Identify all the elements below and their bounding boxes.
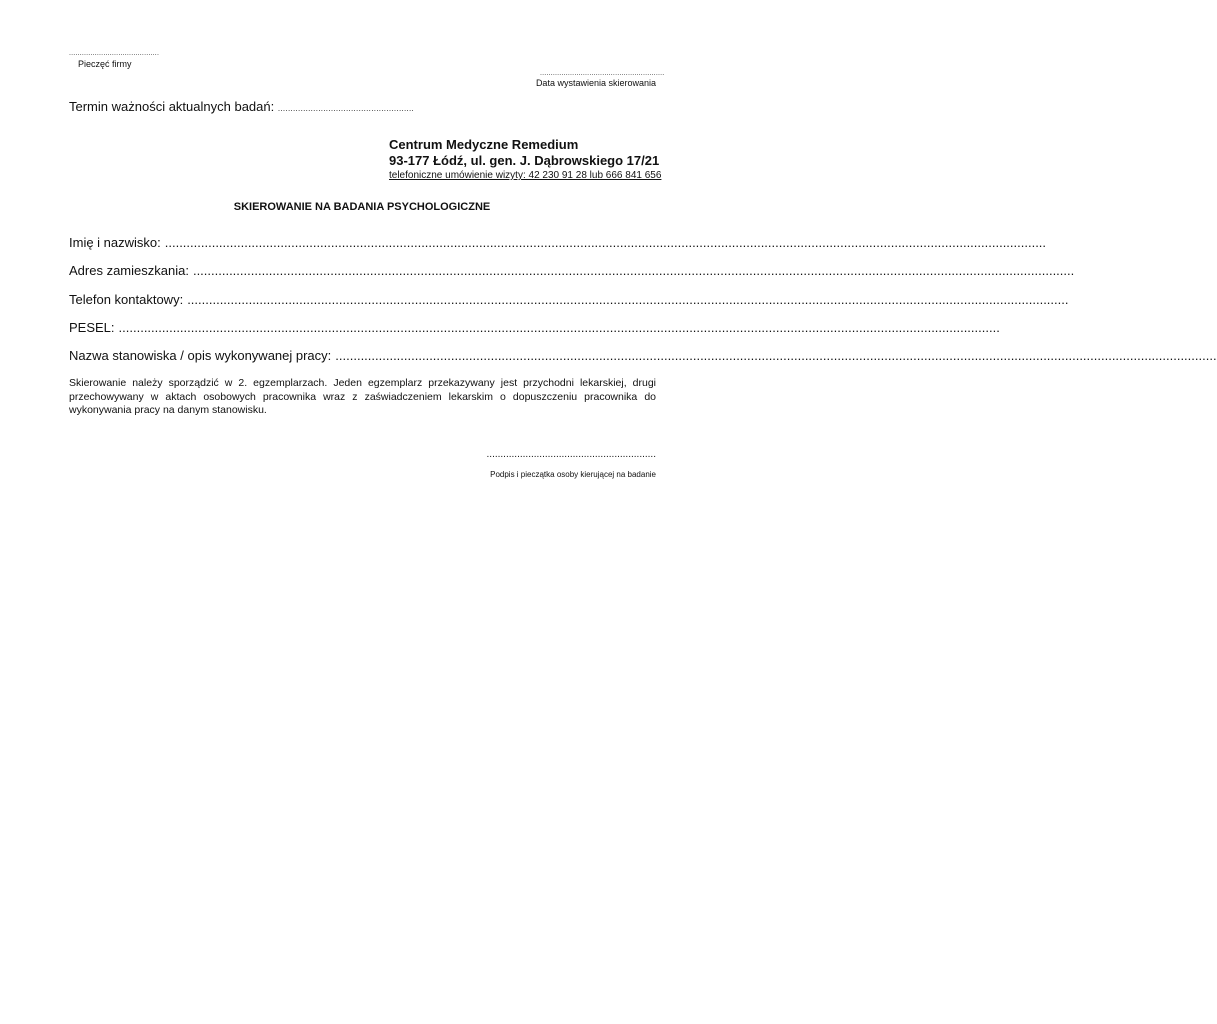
field-full-name-input[interactable]: .................................................................................................................................................................................................................................................... <box>164 235 1047 250</box>
company-stamp-label: Pieczęć firmy <box>78 59 132 69</box>
company-stamp-line: .......................................... <box>69 50 160 57</box>
field-address-label: Adres zamieszkania: <box>69 263 189 278</box>
field-position <box>69 348 1217 363</box>
validity-term-input[interactable]: ...................................................... <box>277 104 415 113</box>
field-full-name <box>69 235 1047 250</box>
clinic-address: 93-177 Łódź, ul. gen. J. Dąbrowskiego 17/21 <box>389 153 660 168</box>
clinic-name: Centrum Medyczne Remedium <box>389 137 579 152</box>
field-position-label: Nazwa stanowiska / opis wykonywanej pracy: <box>69 348 332 363</box>
field-phone-input[interactable]: .................................................................................................................................................................................................................................................... <box>187 292 1069 307</box>
field-pesel <box>69 320 1000 335</box>
field-full-name-label: Imię i nazwisko: <box>69 235 161 250</box>
validity-term <box>69 99 414 114</box>
field-phone <box>69 292 1069 307</box>
signature-label: Podpis i pieczątka osoby kierującej na badanie <box>490 470 656 479</box>
document-title: SKIEROWANIE NA BADANIA PSYCHOLOGICZNE <box>233 201 491 213</box>
validity-term-label: Termin ważności aktualnych badań: <box>69 99 275 114</box>
field-pesel-input[interactable]: .................................................................................................................................................................................................................................................... <box>118 320 1000 335</box>
field-position-input[interactable]: .................................................................................................................................................................................................................................................... <box>335 348 1217 363</box>
clinic-info <box>389 137 661 183</box>
signature-line[interactable]: ............................................................. <box>486 449 656 460</box>
field-address-input[interactable]: .................................................................................................................................................................................................................................................... <box>192 263 1075 278</box>
issue-date-line: .......................................................... <box>540 70 665 77</box>
field-phone-label: Telefon kontaktowy: <box>69 292 184 307</box>
issue-date-label: Data wystawienia skierowania <box>535 78 656 88</box>
instructions-note: Skierowanie należy sporządzić w 2. egzemplarzach. Jeden egzemplarz przekazywany jest przychodni lekarskiej, drugi przechowywany w aktach osobowych pracownika wraz z zaświadczeniem lekarskim o dopuszczeniu pracownika do wykonywania pracy na danym stanowisku. <box>69 377 656 416</box>
field-pesel-label: PESEL: <box>69 320 115 335</box>
clinic-phone-link[interactable]: telefoniczne umówienie wizyty: 42 230 91 28 lub 666 841 656 <box>389 170 662 181</box>
field-address <box>69 263 1075 278</box>
